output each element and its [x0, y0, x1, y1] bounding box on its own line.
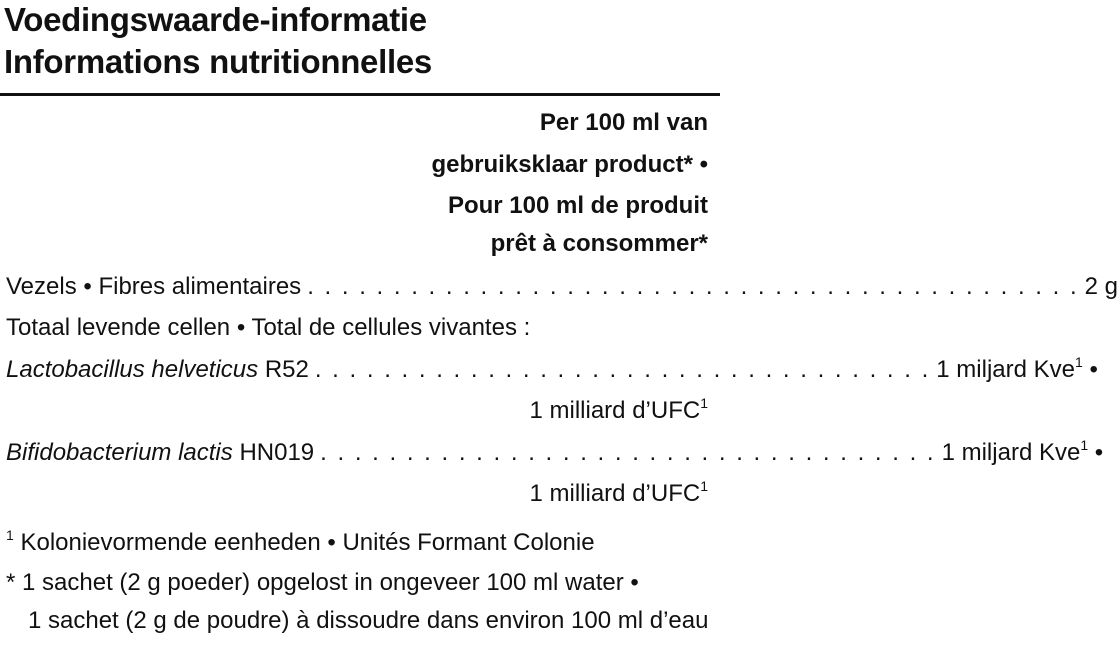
bifidobacterium-strain: HN019	[239, 439, 315, 466]
lactobacillus-label	[6, 355, 309, 385]
lactobacillus-strain: R52	[264, 356, 309, 383]
row-total-cells	[6, 313, 710, 343]
heading-divider	[0, 93, 720, 96]
per-header-line-2: gebruiksklaar product* •	[431, 151, 708, 178]
bifidobacterium-value-fr: 1 milliard d’UFC$^1$	[529, 478, 708, 507]
leader-dots: . . . . . . . . . . . . . . . . . . . . . . . . . . . . . . . . . . . . . . . . . . . . .	[307, 273, 1079, 300]
total-cells-label: Totaal levende cellen • Total de cellules vivantes :	[6, 314, 531, 341]
row-fibres	[6, 272, 1118, 302]
bifidobacterium-name: Bifidobacterium lactis	[6, 439, 233, 466]
row-lactobacillus	[6, 354, 1098, 385]
leader-dots: . . . . . . . . . . . . . . . . . . . . . . . . . . . . . . . . . . . .	[320, 439, 936, 466]
row-bifidobacterium	[6, 437, 1104, 468]
lactobacillus-value-nl: 1 miljard Kve$^1$ •	[936, 354, 1098, 383]
footnote-marker: 1	[6, 527, 14, 543]
lactobacillus-value-fr: 1 milliard d’UFC$^1$	[529, 395, 708, 424]
leader-dots: . . . . . . . . . . . . . . . . . . . . . . . . . . . . . . . . . . . .	[314, 356, 931, 383]
heading-dutch: Voedingswaarde-informatie	[4, 1, 427, 38]
fibres-label: Vezels • Fibres alimentaires	[6, 273, 302, 300]
footnote-preparation-fr: 1 sachet (2 g de poudre) à dissoudre dans environ 100 ml d’eau	[28, 607, 709, 634]
per-header-line-4: prêt à consommer*	[490, 230, 708, 257]
footnote-colony-units: $^1$ Kolonievormende eenheden • Unités Formant Colonie	[6, 527, 595, 556]
heading-french: Informations nutritionnelles	[4, 43, 432, 80]
bifidobacterium-label	[6, 438, 314, 468]
per-header-line-1: Per 100 ml van	[539, 109, 708, 136]
fibres-value: 2 g	[1084, 273, 1118, 300]
per-header-line-3: Pour 100 ml de produit	[447, 192, 708, 219]
footnote-preparation-nl: * 1 sachet (2 g poeder) opgelost in ongeveer 100 ml water •	[6, 569, 639, 596]
bifidobacterium-value-nl: 1 miljard Kve$^1$ •	[941, 437, 1104, 466]
lactobacillus-name: Lactobacillus helveticus	[6, 356, 259, 383]
